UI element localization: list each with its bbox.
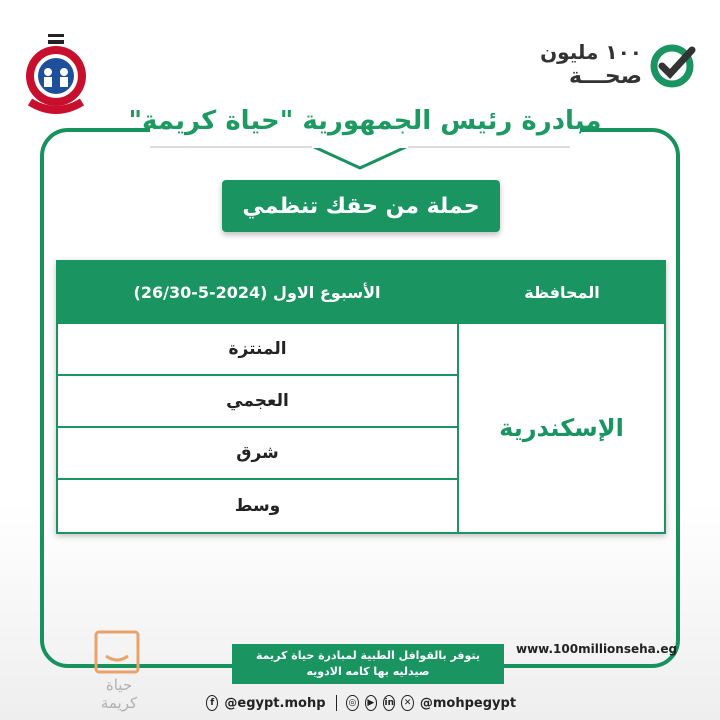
header-week: الأسبوع الاول (2024-5-26/30) — [133, 282, 381, 302]
footer-note — [232, 644, 504, 684]
governorate-cell: الإسكندرية — [457, 324, 664, 532]
facebook-icon[interactable]: f — [206, 695, 218, 711]
table-body — [56, 324, 666, 534]
district-row: وسط — [234, 496, 281, 516]
districts-column — [58, 324, 457, 532]
check-icon — [648, 42, 698, 92]
x-icon[interactable]: ✕ — [401, 695, 413, 711]
district-row: المنتزة — [58, 324, 457, 376]
table-header — [56, 260, 666, 324]
instagram-icon[interactable]: ◎ — [346, 695, 358, 711]
website-link[interactable]: www.100millionseha.eg — [516, 642, 678, 656]
100-million-seha-logo — [540, 40, 698, 90]
frame-notch — [312, 146, 408, 170]
district-row: شرق — [58, 428, 457, 480]
facebook-handle[interactable]: @egypt.mohp — [224, 695, 326, 711]
social-bar — [206, 692, 516, 714]
logo-text-2: كريمة — [100, 694, 138, 712]
ministry-logo — [20, 32, 92, 120]
linkedin-icon[interactable]: in — [383, 695, 395, 711]
hayah-karima-logo — [88, 630, 150, 716]
campaign-banner: حملة من حقك تنظمي — [222, 180, 500, 232]
page-title: مبادرة رئيس الجمهورية "حياة كريمة" — [128, 106, 602, 136]
divider — [336, 695, 337, 711]
header-governorate: المحافظة — [524, 282, 600, 302]
brand-line-1: ١٠٠ مليون — [540, 40, 642, 64]
mohp-handle[interactable]: @mohpegypt — [419, 695, 517, 711]
schedule-table — [56, 260, 666, 534]
district-row: العجمي — [58, 376, 457, 428]
logo-text-1: حياة — [105, 676, 133, 694]
brand-line-2: صحـــة — [568, 64, 642, 89]
footer-note-line-1: يتوفر بالقوافل الطبية لمبادرة حياة كريمة — [255, 649, 481, 662]
footer-note-line-2: صيدليه بها كامه الادويه — [306, 665, 430, 678]
youtube-icon[interactable]: ▶ — [365, 695, 377, 711]
